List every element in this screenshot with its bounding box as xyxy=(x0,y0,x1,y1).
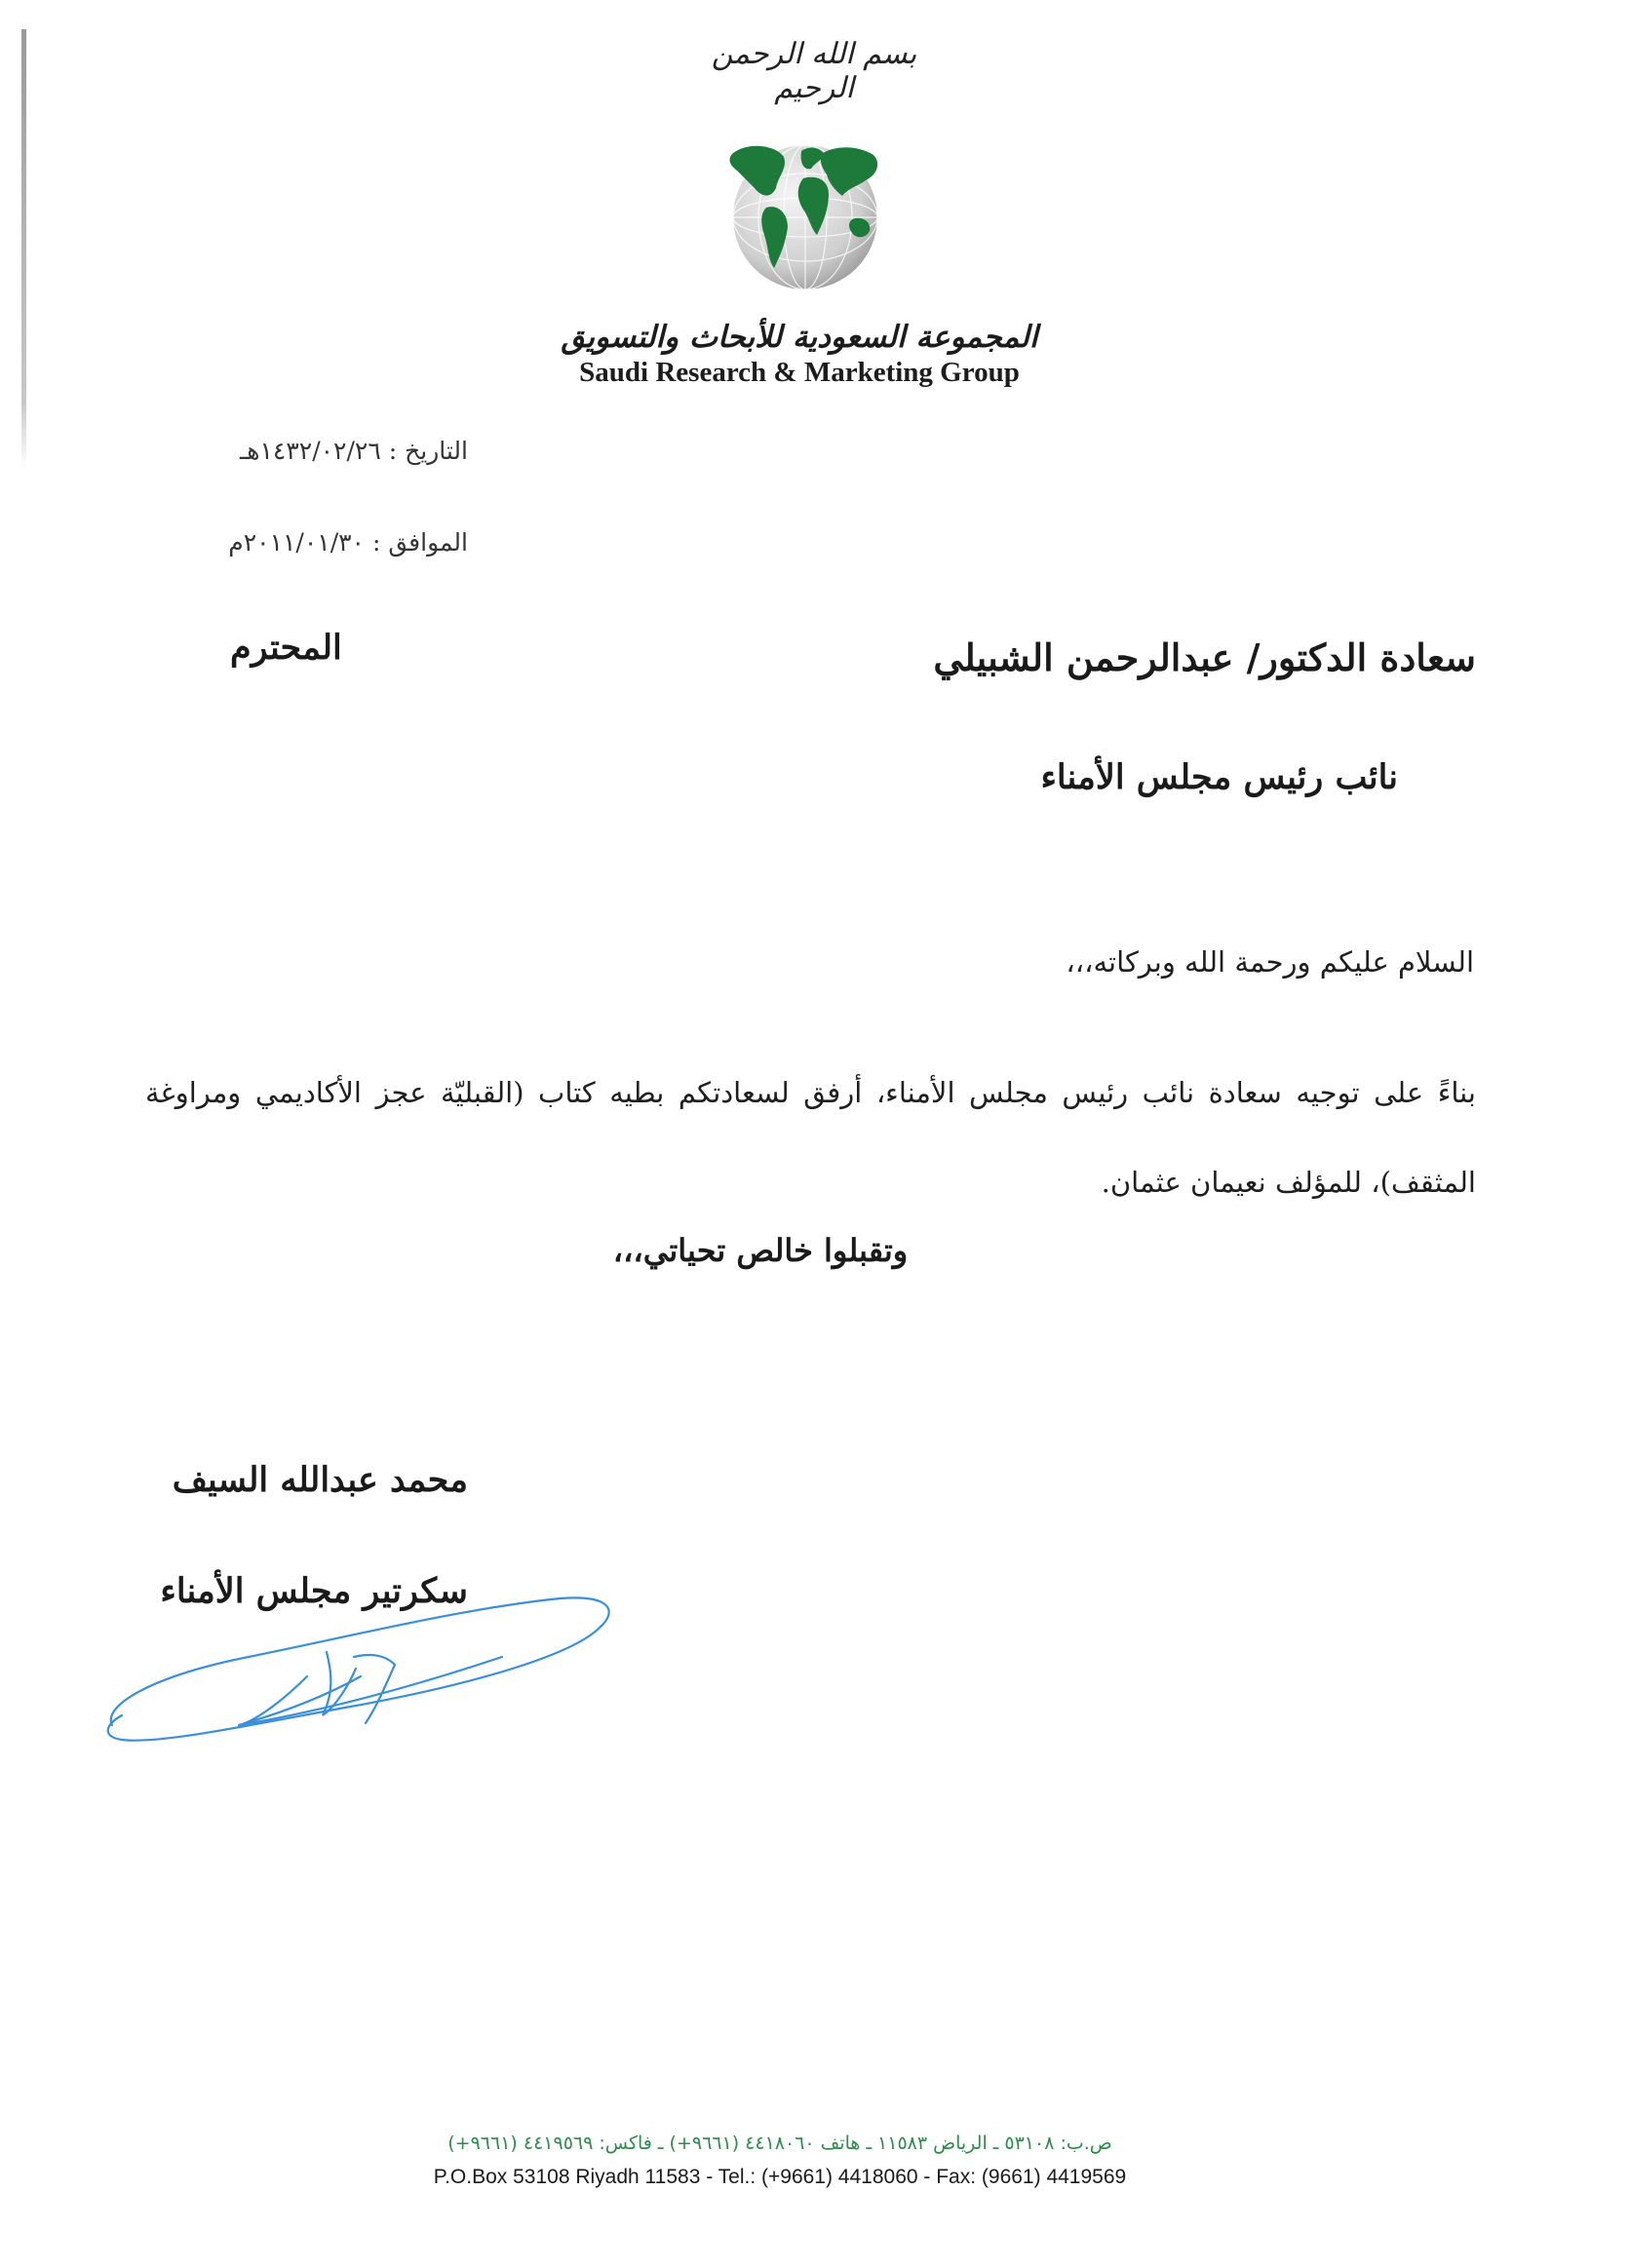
addressee-honorific: المحترم xyxy=(230,628,342,668)
signer-title: سكرتير مجلس الأمناء xyxy=(160,1571,468,1611)
hijri-date: التاريخ : ١٤٣٢/٠٢/٢٦هـ xyxy=(239,437,468,465)
greeting: السلام عليكم ورحمة الله وبركاته،،، xyxy=(1066,945,1474,979)
org-name-english: Saudi Research & Marketing Group xyxy=(579,357,1020,388)
addressee-name: سعادة الدكتور/ عبدالرحمن الشبيلي xyxy=(933,635,1476,679)
globe-icon xyxy=(719,132,885,296)
signer-name: محمد عبدالله السيف xyxy=(172,1460,468,1500)
org-name-arabic: المجموعة السعودية للأبحاث والتسويق xyxy=(561,320,1038,355)
scan-edge-shadow xyxy=(21,29,26,468)
addressee-position: نائب رئيس مجلس الأمناء xyxy=(1040,757,1398,797)
body-paragraph: بناءً على توجيه سعادة نائب رئيس مجلس الأمناء، أرفق لسعادتكم بطيه كتاب (القبليّة عجز الأكاديمي ومراوغة المثقف)، للمؤلف نعيمان عثمان. xyxy=(145,1076,1476,1199)
footer-address-english: P.O.Box 53108 Riyadh 11583 - Tel.: (+9661) 4418060 - Fax: (9661) 4419569 xyxy=(433,2166,1127,2188)
handwritten-signature xyxy=(93,1559,619,1778)
basmala: بسم الله الرحمن الرحيم xyxy=(711,37,917,105)
closing: وتقبلوا خالص تحياتي،،، xyxy=(612,1232,909,1269)
gregorian-date: الموافق : ٢٠١١/٠١/٣٠م xyxy=(228,528,468,557)
footer-address-arabic: ص.ب: ٥٣١٠٨ ـ الرياض ١١٥٨٣ ـ هاتف ٤٤١٨٠٦٠ (٩٦٦١+) ـ فاكس: ٤٤١٩٥٦٩ (٩٦٦١+) xyxy=(447,2133,1112,2154)
